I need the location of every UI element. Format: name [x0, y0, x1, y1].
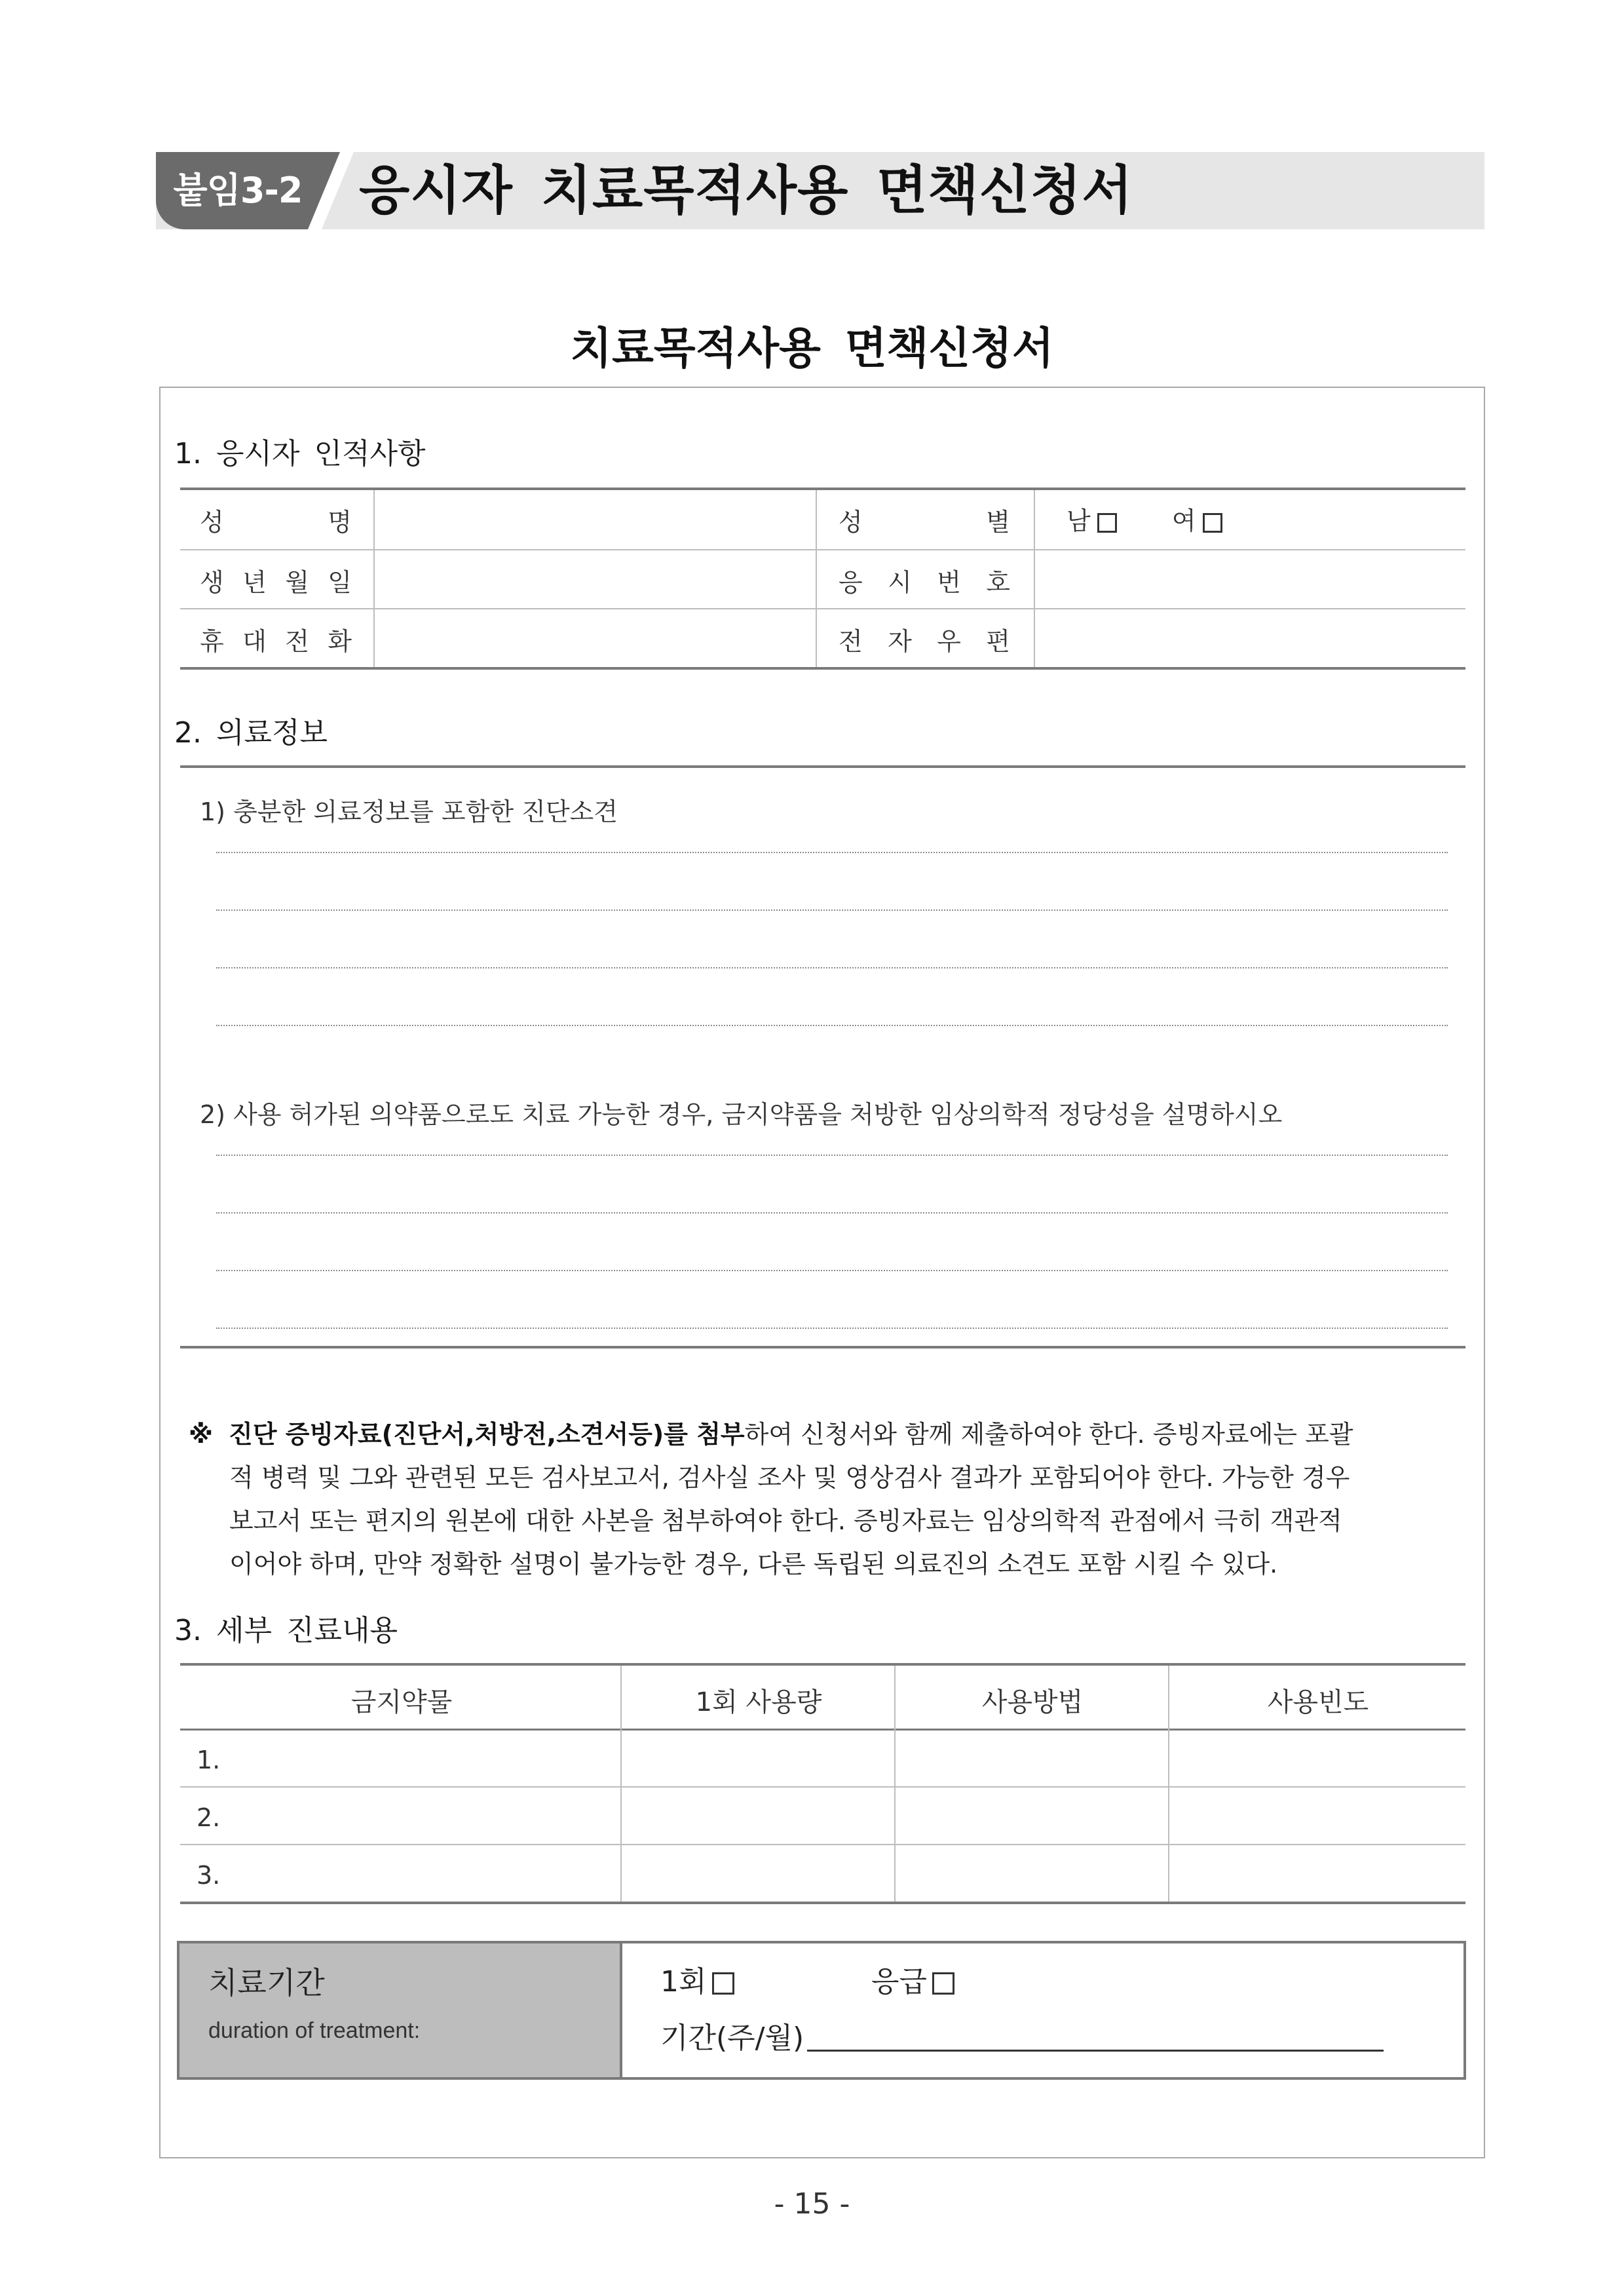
question-2: 2) 사용 허가된 의약품으로도 치료 가능한 경우, 금지약품을 처방한 임상의학적 정당성을 설명하시오 — [200, 1100, 1283, 1129]
col-header-drug: 금지약물 — [350, 1687, 453, 1717]
answer-line[interactable] — [216, 1328, 1448, 1329]
birthdate-label: 생 년 월 일 — [200, 568, 352, 597]
answer-line[interactable] — [216, 852, 1448, 853]
answer-line[interactable] — [216, 1212, 1448, 1214]
note-line3: 보고서 또는 편지의 원본에 대한 사본을 첨부하여야 한다. 증빙자료는 임상의학적 관점에서 극히 객관적 — [229, 1506, 1342, 1535]
row-rule — [180, 1786, 1465, 1788]
col-header-method: 사용방법 — [981, 1687, 1084, 1717]
section2-top-rule — [180, 765, 1465, 768]
section3-heading: 3. 세부 진료내용 — [174, 1614, 398, 1647]
question-1: 1) 충분한 의료정보를 포함한 진단소견 — [200, 797, 618, 826]
note-mark: ※ — [189, 1420, 213, 1449]
gender-label: 성 별 — [839, 508, 1010, 537]
section2-heading: 2. 의료정보 — [174, 716, 328, 750]
section1-bottom-rule — [180, 667, 1465, 670]
form-title: 치료목적사용 면책신청서 — [570, 323, 1054, 373]
emergency-checkbox[interactable] — [932, 1972, 954, 1995]
col-header-dose: 1회 사용량 — [695, 1687, 822, 1717]
note-line4: 이어야 하며, 만약 정확한 설명이 불가능한 경우, 다른 독립된 의료진의 소견도 포함 시킬 수 있다. — [229, 1550, 1278, 1578]
drug-field[interactable] — [236, 1846, 618, 1900]
table-divider — [1168, 1666, 1169, 1903]
header-rule — [180, 1729, 1465, 1731]
page-title: 응시자 치료목적사용 면책신청서 — [359, 160, 1133, 221]
emergency-option — [871, 1958, 954, 2000]
duration-label-en: duration of treatment: — [208, 2018, 421, 2043]
table-divider — [620, 1666, 622, 1903]
row-rule — [180, 1844, 1465, 1845]
section3-top-rule — [180, 1663, 1465, 1666]
name-field[interactable] — [376, 491, 814, 548]
exam-number-field[interactable] — [1036, 550, 1465, 607]
table-row-label: 1. — [197, 1746, 221, 1774]
answer-line[interactable] — [216, 1155, 1448, 1156]
table-row-label: 2. — [197, 1803, 221, 1832]
note-line1: 하여 신청서와 함께 제출하여야 한다. 증빙자료에는 포괄 — [744, 1420, 1353, 1449]
table-row-label: 3. — [197, 1861, 221, 1890]
gender-male-label: 남 — [1067, 507, 1091, 535]
once-label: 1회 — [660, 1965, 707, 1999]
period-label: 기간(주/월) — [660, 2021, 804, 2055]
phone-label: 휴 대 전 화 — [200, 627, 352, 656]
duration-label: 치료기간 — [208, 1965, 325, 2000]
drug-field[interactable] — [236, 1732, 618, 1785]
table-divider — [816, 490, 817, 668]
gender-female-checkbox[interactable] — [1203, 513, 1222, 533]
col-header-frequency: 사용빈도 — [1267, 1687, 1369, 1717]
answer-line[interactable] — [216, 1270, 1448, 1271]
section2-bottom-rule — [180, 1346, 1465, 1349]
email-label: 전 자 우 편 — [839, 627, 1010, 656]
gender-male-checkbox[interactable] — [1097, 513, 1117, 533]
answer-line[interactable] — [216, 909, 1448, 911]
duration-divider — [620, 1943, 622, 2077]
gender-options — [1067, 501, 1222, 537]
note-bold: 진단 증빙자료(진단서,처방전,소견서등)를 첨부 — [229, 1420, 745, 1449]
name-label: 성 명 — [200, 508, 352, 537]
period-input-line[interactable] — [807, 2050, 1384, 2052]
attachment-note — [189, 1413, 1466, 1586]
emergency-label: 응급 — [871, 1965, 928, 1999]
table-divider — [373, 490, 375, 668]
attachment-badge: 붙임3-2 — [173, 170, 303, 211]
table-divider — [894, 1666, 896, 1903]
answer-line[interactable] — [216, 967, 1448, 968]
email-field[interactable] — [1036, 609, 1465, 666]
page-number: - 15 - — [774, 2187, 850, 2221]
phone-field[interactable] — [376, 609, 814, 666]
once-option — [660, 1958, 734, 2000]
gender-female-label: 여 — [1171, 507, 1196, 535]
answer-line[interactable] — [216, 1025, 1448, 1026]
section3-bottom-rule — [180, 1902, 1465, 1904]
duration-box — [177, 1941, 1466, 2080]
birthdate-field[interactable] — [376, 550, 814, 607]
table-divider — [1034, 490, 1035, 668]
once-checkbox[interactable] — [712, 1972, 734, 1995]
exam-number-label: 응 시 번 호 — [839, 568, 1010, 597]
section1-heading: 1. 응시자 인적사항 — [174, 437, 426, 470]
drug-field[interactable] — [236, 1789, 618, 1843]
note-line2: 적 병력 및 그와 관련된 모든 검사보고서, 검사실 조사 및 영상검사 결과가 포함되어야 한다. 가능한 경우 — [229, 1463, 1350, 1492]
